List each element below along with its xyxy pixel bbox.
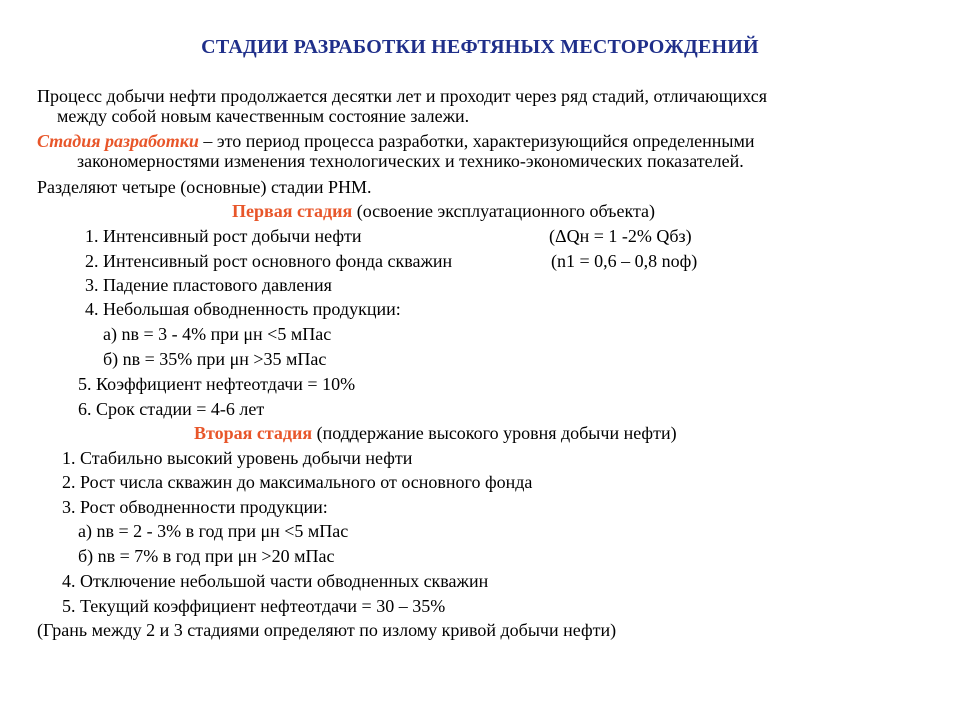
stage2-item: 5. Текущий коэффициент нефтеотдачи = 30 – 35% [62,596,446,616]
definition-line-2: закономерностями изменения технологических и технико-экономических показателей. [77,151,744,171]
page-title: СТАДИИ РАЗРАБОТКИ НЕФТЯНЫХ МЕСТОРОЖДЕНИЙ [201,36,759,58]
definition-line-1 [37,131,754,151]
stage1-heading-rest: (освоение эксплуатационного объекта) [352,201,656,221]
stage1-item: 4. Небольшая обводненность продукции: [85,299,401,319]
four-stages-text: Разделяют четыре (основные) стадии РНМ. [37,177,372,197]
stage1-item: 5. Коэффициент нефтеотдачи = 10% [78,374,356,394]
stage1-subitem: а) nв = 3 - 4% при μн <5 мПас [103,324,332,344]
footer-note: (Грань между 2 и 3 стадиями определяют по излому кривой добычи нефти) [37,620,617,640]
stage1-heading [232,201,655,221]
stage2-subitem: б) nв = 7% в год при μн >20 мПас [78,546,335,566]
stage1-item: 6. Срок стадии = 4-6 лет [78,399,265,419]
stage1-item: 1. Интенсивный рост добычи нефти [85,226,362,246]
stage2-heading [194,423,677,443]
stage1-subitem: б) nв = 35% при μн >35 мПас [103,349,327,369]
stage2-item: 1. Стабильно высокий уровень добычи нефти [62,448,413,468]
stage2-item: 4. Отключение небольшой части обводненных скважин [62,571,489,591]
stage2-heading-rest: (поддержание высокого уровня добычи нефти) [312,423,677,443]
stage1-item: 3. Падение пластового давления [85,275,332,295]
stage2-subitem: а) nв = 2 - 3% в год при μн <5 мПас [78,521,349,541]
stage1-note-2: (n1 = 0,6 – 0,8 nоф) [551,251,698,271]
stage2-item: 2. Рост числа скважин до максимального от основного фонда [62,472,533,492]
definition-term: Стадия разработки [37,131,199,151]
definition-rest: – это период процесса разработки, характеризующийся определенными [198,131,755,151]
stage2-item: 3. Рост обводненности продукции: [62,497,328,517]
stage1-heading-label: Первая стадия [232,201,353,221]
intro-line-2: между собой новым качественным состояние залежи. [57,106,470,126]
stage2-heading-label: Вторая стадия [194,423,313,443]
stage1-item: 2. Интенсивный рост основного фонда скважин [85,251,453,271]
stage1-note-1: (ΔQн = 1 -2% Qбз) [549,226,692,246]
intro-line-1: Процесс добычи нефти продолжается десятки лет и проходит через ряд стадий, отличающихся [37,86,767,106]
